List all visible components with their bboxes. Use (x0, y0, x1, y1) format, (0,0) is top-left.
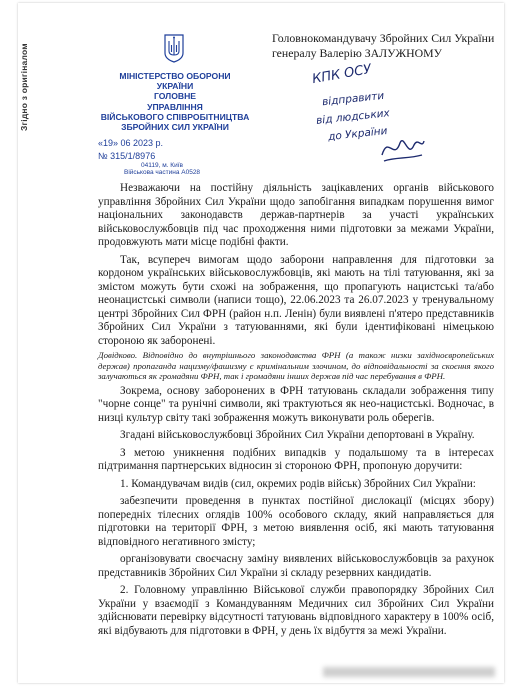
paragraph: Згадані військовослужбовці Збройних Сил України депортовані в Україну. (120, 429, 475, 442)
copy-certification-stamp: Згідно з оригіналом (19, 43, 29, 131)
letterhead-line: УКРАЇНИ (156, 81, 194, 92)
letter-body (98, 182, 494, 642)
paragraph: Так, всупереч вимогам щодо заборони направлення для підготовки за кордоном українських військовослужбовців, які мають на тілі татуювання, які за змістом можуть бути схожі на зображення, що пропагують нацистські та/або неонацистські символи (написи тощо), 22.06.2023 та 26.07.2023 у тренувальному центрі Збройних Сил ФРН (район н.п. Ленін) були виявлені п'ятеро представників Збройних Сил України з татуюваннями, які були ідентифіковані німецькою стороною як заборонені. (98, 253, 494, 347)
ministry-letterhead (100, 71, 250, 132)
addressee-position: Головнокомандувачу Збройних Сил України (272, 31, 495, 45)
paragraph: Зокрема, основу заборонених в ФРН татуювань складали зображення типу "чорне сонце" та рунічні символи, які трактуються як нео-нацистські. Водночас, в низці культур світу такі зображення можуть виконувати роль оберегів. (98, 384, 494, 424)
addressee-block (272, 31, 494, 61)
letterhead-line: УПРАВЛІННЯ (147, 101, 203, 112)
paragraph: забезпечити проведення в пунктах постійної дислокації (місцях збору) попередніх тілесних оглядів 100% особового складу, який направляється для підготовки на території ФРН, з метою виявлення осіб, які мають татуювання відповідного негативного змісту; (98, 495, 494, 548)
document-page (18, 3, 504, 683)
trident-emblem-icon (163, 33, 185, 63)
address-unit: Військова частина А0528 (124, 169, 201, 176)
letterhead-line: ВІЙСЬКОВОГО СПІВРОБІТНИЦТВА (100, 111, 250, 122)
paragraph: 2. Головному управлінню Військової служби правопорядку Збройних Сил України у взаємодії з Командуванням Медичних сил Збройних Сил України здійснювати перевірку відсутності татуювань відповідного характеру в 100% осіб, які відбувають для підготовки в ФРН, у день їх відбуття за межі України. (98, 584, 494, 637)
signature-icon (378, 125, 426, 167)
handwritten-resolution (308, 61, 408, 173)
registration-number: № 315/1/8976 (98, 151, 156, 161)
registration-date: «19» 06 2023 р. (98, 138, 164, 148)
letterhead-line: ГОЛОВНЕ (153, 91, 197, 102)
paragraph: 1. Командувачам видів (сил, окремих родів військ) Збройних Сил України: (120, 477, 476, 490)
resolution-line: від людських (315, 107, 391, 127)
letterhead-line: ЗБРОЙНИХ СИЛ УКРАЇНИ (121, 122, 229, 133)
resolution-line: КПК ОСУ (311, 61, 373, 88)
paragraph: організовувати своєчасну заміну виявлених військовослужбовців за рахунок представників Збройних Сил України зі складу резервних кандидатів. (98, 553, 494, 579)
resolution-line: до України (327, 124, 388, 144)
resolution-line: відправити (321, 89, 385, 109)
address-city: 04119, м. Київ (141, 162, 183, 169)
paragraph: Незважаючи на постійну діяльність зацікавлених органів військового управління Збройних Сил України щодо запобігання випадкам порушення вимог національних законодавств держав-партнерів за участі українських військовослужбовців під час проходження ними підготовки за межами України, продовжують мати місце подібні факти. (98, 182, 494, 248)
redacted-area (323, 667, 495, 677)
addressee-name: генералу Валерію ЗАЛУЖНОМУ (272, 46, 442, 60)
reference-note: Довідково. Відповідно до внутрішнього законодавства ФРН (а також низки західноєвропейських держав) пропаганда нацизму/фашизму є кримінальним злочином, до відповідальності за скоєння якого залучаються як громадяни ФРН, так і громадяни інших держав під час перебування в ФРН. (98, 350, 494, 382)
letterhead-line: МІНІСТЕРСТВО ОБОРОНИ (119, 71, 231, 81)
paragraph: З метою уникнення подібних випадків у подальшому та в інтересах підтримання партнерських відносин зі стороною ФРН, пропоную доручити: (98, 446, 494, 473)
